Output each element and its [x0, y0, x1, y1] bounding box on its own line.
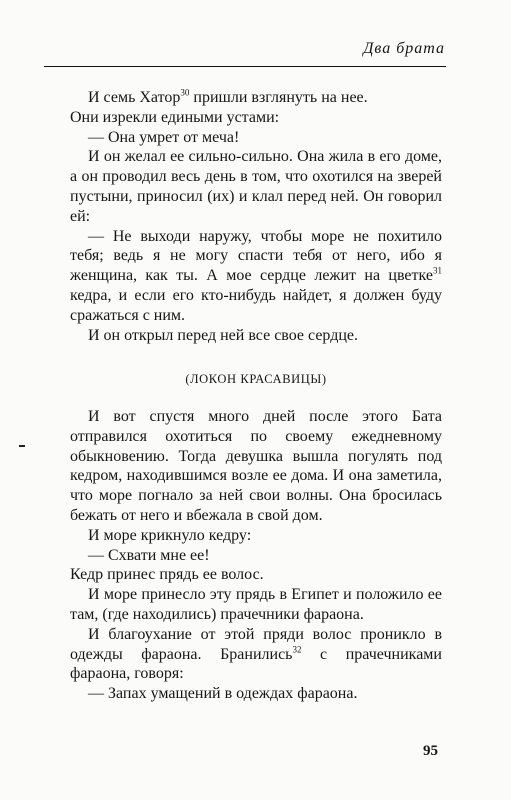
page-number: 95: [423, 743, 438, 759]
paragraph: И море принесло эту прядь в Египет и положило ее там, (где находились) прачечники фараона.: [70, 586, 442, 623]
margin-mark: [19, 445, 25, 447]
paragraph: Кедр принес прядь ее волос.: [70, 566, 264, 584]
paragraph: — Запах умащений в одеждах фараона.: [88, 685, 358, 703]
paragraph: И он открыл перед ней все свое сердце.: [88, 326, 359, 344]
paragraph: — Схвати мне ее!: [88, 546, 210, 564]
paragraph: [70, 88, 442, 108]
text-block-1: [70, 88, 442, 345]
text-run: пришли взглянуть на нее.: [189, 89, 368, 106]
text-run: И семь Хатор: [88, 89, 181, 106]
section-title: (ЛОКОН КРАСАВИЦЫ): [185, 372, 327, 386]
paragraph: Они изрекли едиными устами:: [70, 108, 280, 126]
header-rule: [44, 66, 446, 67]
text-run: — Не выходи наружу, чтобы море не похитило тебя; ведь я не могу спасти тебя от него, ибо я женщина, как ты. А мое сердце лежит на цветке: [70, 227, 442, 285]
text-run: кедра, и если его кто-нибудь найдет, я должен буду сражаться с ним.: [70, 286, 442, 324]
text-run: с прачечниками фараона, говоря:: [70, 645, 442, 683]
paragraph: И он желал ее сильно-сильно. Она жила в его доме, а он проводил весь день в том, что охотился на зверей пустыни, приносил (их) и клал перед ней. Он говорил ей:: [70, 148, 442, 225]
running-head: Два брата: [363, 40, 445, 57]
paragraph: [70, 625, 442, 684]
paragraph: И море крикнуло кедру:: [88, 526, 252, 544]
paragraph: — Она умрет от меча!: [88, 128, 240, 146]
footnote-ref: 30: [180, 87, 190, 98]
footnote-ref: 31: [433, 265, 442, 276]
paragraph: [70, 227, 442, 326]
text-run: И благоухание от этой пряди волос проникло в одежды фараона. Бранились: [70, 625, 442, 663]
paragraph: И вот спустя много дней после этого Бата отправился охотиться по своему ежедневному обыкновению. Тогда девушка вышла погулять под кедром, находившимся возле ее дома. И она заметила, что море погнало за ней свои волны. Она бросилась бежать от него и вбежала в свой дом.: [70, 408, 442, 524]
text-block-2: [70, 407, 442, 704]
footnote-ref: 32: [292, 644, 302, 655]
